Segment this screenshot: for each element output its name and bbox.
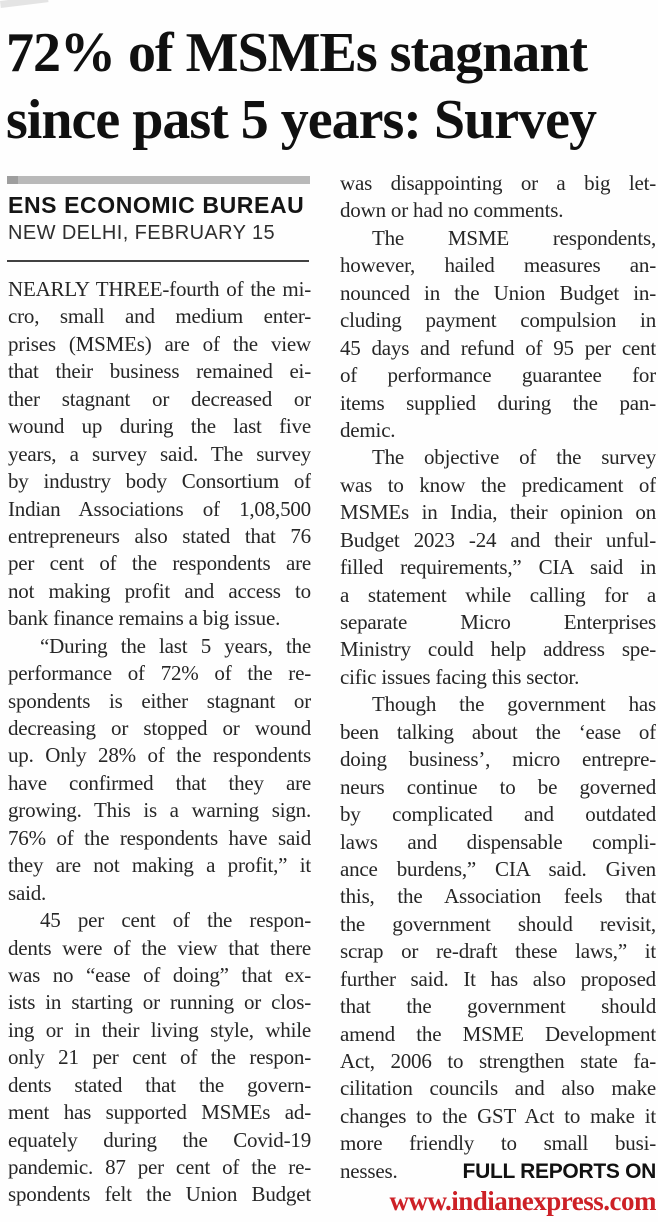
body-line: ists in starting or running or clos- — [8, 990, 311, 1015]
body-line: items supplied during the pan- — [340, 390, 656, 415]
section-divider-bar — [7, 176, 310, 184]
body-line: 45 per cent of the respon- — [40, 908, 311, 933]
body-line: per cent of the respondents are — [8, 551, 311, 576]
body-line: bank finance remains a big issue. — [8, 606, 281, 631]
body-line: entrepreneurs also stated that 76 — [8, 523, 311, 548]
body-line: dents were of the view that there — [8, 935, 311, 960]
body-line: years, a survey said. The survey — [8, 441, 311, 466]
body-line: Budget 2023 -24 and their unful- — [340, 527, 656, 552]
body-line: 76% of the respondents have said — [8, 825, 311, 850]
body-line: MSMEs in India, their opinion on — [340, 500, 656, 525]
body-line: filled requirements,” CIA said in — [340, 555, 656, 580]
body-line: down or had no comments. — [340, 198, 564, 223]
body-line: neurs continue to be governed — [340, 774, 656, 799]
body-line: prises (MSMEs) are of the view — [8, 331, 311, 356]
body-line: The MSME respondents, — [372, 225, 656, 250]
body-line: they are not making a profit,” it — [8, 853, 311, 878]
body-line: Though the government has — [372, 692, 656, 717]
headline-line-1: 72% of MSMEs stagnant — [6, 22, 588, 84]
body-line: the government should revisit, — [340, 911, 656, 936]
body-line: cro, small and medium enter- — [8, 304, 311, 329]
article-column-right-text — [340, 170, 656, 1158]
website-url: www.indianexpress.com — [389, 1186, 656, 1217]
body-line: spondents felt the Union Budget — [8, 1182, 311, 1207]
body-line: spondents is either stagnant or — [8, 688, 311, 713]
body-line: wound up during the last five — [8, 414, 311, 439]
body-line: was no “ease of doing” that ex- — [8, 962, 311, 987]
body-line: decreasing or stopped or wound — [8, 716, 311, 740]
body-line: growing. This is a warning sign. — [8, 798, 311, 823]
body-line: ther stagnant or decreased or — [8, 386, 311, 411]
body-line: of performance guarantee for — [340, 363, 656, 388]
body-line: by complicated and outdated — [340, 802, 656, 827]
byline-dateline: NEW DELHI, FEBRUARY 15 — [8, 222, 276, 244]
body-line: The objective of the survey — [372, 445, 656, 470]
body-line: Indian Associations of 1,08,500 — [8, 496, 311, 521]
body-line: was disappointing or a big let- — [340, 171, 656, 195]
body-line: that their business remained ei- — [8, 359, 311, 384]
body-line: Ministry could help address spe- — [340, 637, 656, 662]
body-line: said. — [8, 880, 47, 905]
body-line: have confirmed that they are — [8, 770, 311, 795]
body-line: cific issues facing this sector. — [340, 664, 580, 689]
article-column-left — [8, 276, 311, 1209]
body-line: up. Only 28% of the respondents — [8, 743, 311, 768]
body-line: ing or in their living style, while — [8, 1017, 311, 1042]
body-line: was to know the predicament of — [340, 472, 656, 497]
article-tail-line — [340, 1158, 656, 1185]
body-line: scrap or re-draft these laws,” it — [340, 939, 656, 964]
byline-author: ENS ECONOMIC BUREAU — [8, 192, 305, 218]
headline — [6, 20, 656, 154]
body-line: amend the MSME Development — [340, 1021, 656, 1046]
body-line: “During the last 5 years, the — [40, 633, 311, 658]
body-line: separate Micro Enterprises — [340, 610, 656, 634]
article-column-right — [340, 170, 656, 1217]
body-line: pandemic. 87 per cent of the re- — [8, 1155, 311, 1179]
body-line: this, the Association feels that — [340, 884, 656, 909]
body-line: further said. It has also proposed — [340, 966, 656, 991]
body-line: more friendly to small busi- — [340, 1131, 656, 1156]
body-line: a statement while calling for a — [340, 582, 656, 607]
full-reports-label: FULL REPORTS ON — [462, 1159, 656, 1183]
headline-line-2: since past 5 years: Survey — [6, 89, 596, 151]
article-tail-word: nesses. — [340, 1158, 398, 1183]
body-line: 45 days and refund of 95 per cent — [340, 335, 656, 360]
scan-artifact — [0, 0, 48, 8]
byline-rule — [7, 260, 309, 262]
body-line: dents stated that the govern- — [8, 1072, 311, 1097]
body-line: laws and dispensable compli- — [340, 829, 656, 854]
body-line: ment has supported MSMEs ad- — [8, 1100, 311, 1125]
body-line: only 21 per cent of the respon- — [8, 1045, 311, 1070]
body-line: demic. — [340, 417, 396, 442]
body-line: however, hailed measures an- — [340, 253, 656, 278]
body-line: been talking about the ‘ease of — [340, 719, 656, 744]
body-line: performance of 72% of the re- — [8, 661, 311, 686]
body-line: ance burdens,” CIA said. Given — [340, 856, 656, 881]
body-line: Act, 2006 to strengthen state fa- — [340, 1049, 656, 1073]
body-line: equately during the Covid-19 — [8, 1127, 311, 1152]
body-line: NEARLY THREE-fourth of the mi- — [8, 277, 311, 301]
body-line: doing business’, micro entrepre- — [340, 747, 656, 772]
body-line: not making profit and access to — [8, 578, 311, 603]
body-line: changes to the GST Act to make it — [340, 1103, 656, 1128]
body-line: cluding payment compulsion in — [340, 308, 656, 333]
body-line: that the government should — [340, 994, 656, 1019]
body-line: cilitation councils and also make — [340, 1076, 656, 1101]
body-line: by industry body Consortium of — [8, 469, 311, 494]
body-line: nounced in the Union Budget in- — [340, 280, 656, 305]
